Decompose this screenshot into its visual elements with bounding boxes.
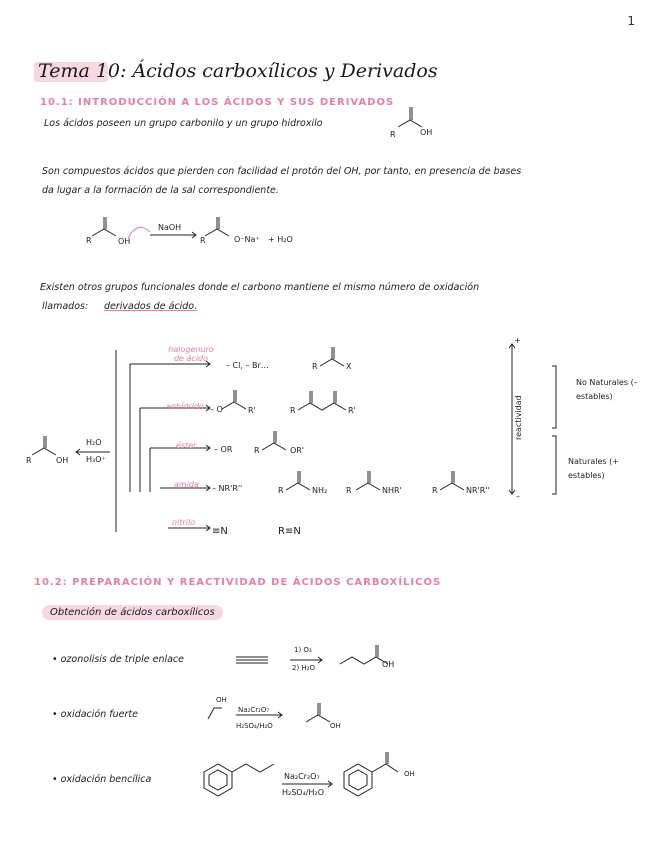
acid-skeleton-react	[92, 229, 116, 236]
top-acid-oh: OH	[420, 128, 433, 137]
ozonolisis-product-oh: OH	[382, 660, 395, 669]
anhidrido-r1: R'	[348, 406, 356, 415]
para1-line-b: da lugar a la formación de la sal correspondiente.	[42, 185, 279, 196]
reagent-h2o: H₂O	[86, 438, 102, 447]
bencilica-reagent-2: H₂SO₄/H₂O	[282, 788, 325, 797]
page-number: 1	[627, 14, 635, 28]
left-acid-r: R	[26, 456, 32, 465]
section-2-heading: 10.2: PREPARACIÓN Y REACTIVIDAD DE ÁCIDOS CARBOXÍLICOS	[34, 577, 442, 588]
formula-amida: – NR'R''	[212, 484, 243, 493]
ester-or1: OR'	[290, 446, 305, 455]
subheading-obtencion: Obtención de ácidos carboxílicos	[42, 605, 223, 620]
amida-nh2: NH₂	[312, 486, 328, 495]
reagent-naoh: NaOH	[158, 223, 182, 232]
para2-line-b-prefix: llamados:	[42, 301, 89, 312]
derivados-term: derivados de ácido.	[104, 301, 198, 312]
amida2-r: R	[346, 486, 352, 495]
method-oxidacion-bencilica: • oxidación bencílica	[52, 774, 152, 785]
oxidation-reagent-1: Na₂Cr₂O₇	[238, 706, 270, 714]
left-acid-oh: OH	[56, 456, 69, 465]
label-anhidrido: anhídrido	[166, 402, 204, 411]
salt-skeleton	[205, 229, 229, 236]
page-title: Tema 10: Ácidos carboxílicos y Derivados	[38, 60, 438, 82]
haluro-x: X	[346, 362, 352, 371]
amida3-r: R	[432, 486, 438, 495]
amida-nhr: NHR'	[382, 486, 402, 495]
naturales-label: Naturales (+ estables)	[568, 457, 619, 480]
formula-anhidrido: – O	[210, 405, 223, 414]
salt-label: O⁻Na⁺	[234, 235, 260, 244]
reactividad-label: reactividad	[514, 395, 523, 440]
acid-skeleton-top	[398, 120, 422, 127]
label-nitrilo: nitrilo	[172, 518, 196, 527]
oxidation-reagent-2: H₂SO₄/H₂O	[236, 722, 273, 730]
no-naturales-label: No Naturales (– estables)	[576, 378, 638, 401]
top-acid-r: R	[390, 130, 396, 139]
react-acid-oh: OH	[118, 237, 131, 246]
axis-plus: +	[514, 336, 521, 345]
left-acid-skeleton	[32, 448, 56, 455]
ester-r: R	[254, 446, 260, 455]
benzoic-acid-oh: OH	[404, 770, 415, 778]
amida-nrr: NR'R''	[466, 486, 490, 495]
formula-nitrilo: ≡N	[212, 526, 228, 537]
method-oxidacion-fuerte: • oxidación fuerte	[52, 709, 138, 720]
nitrilo-structure: R≡N	[278, 526, 301, 537]
ozonolisis-reagent-2: 2) H₂O	[292, 664, 315, 672]
bencilica-reagent-1: Na₂Cr₂O₇	[284, 772, 320, 781]
oxidation-product-oh: OH	[330, 722, 341, 730]
method-ozonolisis: • ozonolisis de triple enlace	[52, 654, 184, 665]
oxidation-oh: OH	[216, 696, 227, 704]
ozonolisis-reagent-1: 1) O₃	[294, 646, 312, 654]
para1-line-a: Son compuestos ácidos que pierden con facilidad el protón del OH, por tanto, en presencia de bases	[42, 166, 522, 177]
anhidrido-r: R	[290, 406, 296, 415]
react-acid-r: R	[86, 236, 92, 245]
amida1-r: R	[278, 486, 284, 495]
axis-minus: –	[516, 492, 520, 501]
water-product: + H₂O	[268, 235, 293, 244]
section-1-heading: 10.1: INTRODUCCIÓN A LOS ÁCIDOS Y SUS DERIVADOS	[40, 97, 395, 108]
salt-r: R	[200, 236, 206, 245]
label-ester: éster	[176, 441, 197, 450]
anhidrido-piece-r1: R'	[248, 406, 256, 415]
reagent-h3o: H₃O⁺	[86, 455, 106, 464]
label-amida: amida	[174, 480, 199, 489]
formula-haluro: – Cl, – Br…	[226, 361, 269, 370]
label-haluro: halogenuro de ácido	[168, 345, 214, 363]
intro-line: Los ácidos poseen un grupo carbonilo y un grupo hidroxilo	[44, 118, 323, 129]
formula-ester: – OR	[214, 445, 233, 454]
haluro-r: R	[312, 362, 318, 371]
para2-line-a: Existen otros grupos funcionales donde el carbono mantiene el mismo número de oxidación	[40, 282, 480, 293]
